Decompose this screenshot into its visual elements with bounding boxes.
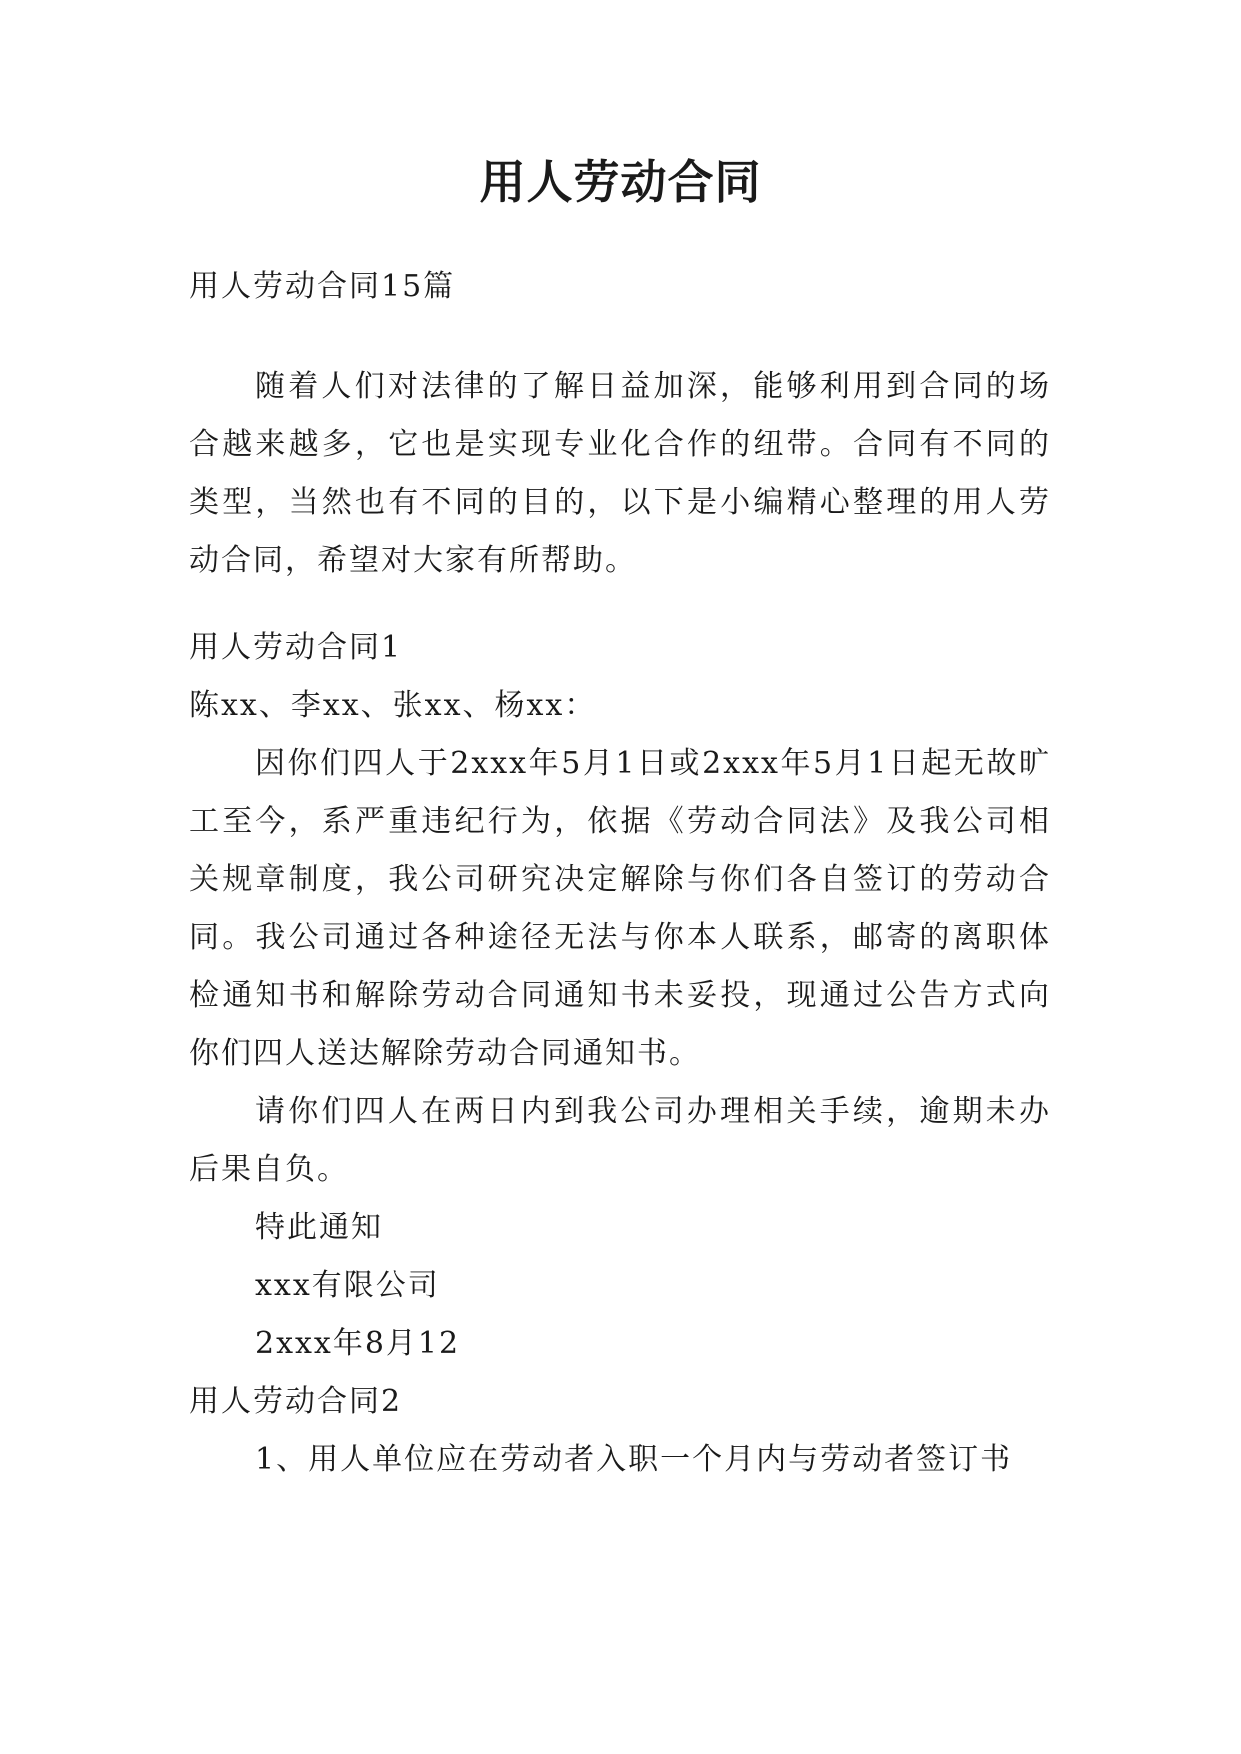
section-2-paragraph-1: 1、用人单位应在劳动者入职一个月内与劳动者签订书: [255, 1442, 1013, 1477]
section-1-paragraph-2: 请你们四人在两日内到我公司办理相关手续，逾期未办后果自负。: [189, 1094, 1051, 1187]
section-1-heading: 用人劳动合同1: [189, 630, 403, 665]
intro-paragraph: 随着人们对法律的了解日益加深，能够利用到合同的场合越来越多，它也是实现专业化合作的纽带。合同有不同的类型，当然也有不同的目的，以下是小编精心整理的用人劳动合同，希望对大家有所帮助。: [189, 369, 1051, 578]
section-2-heading: 用人劳动合同2: [189, 1384, 403, 1419]
section-1-salutation: 陈xx、李xx、张xx、杨xx：: [189, 688, 597, 723]
section-1-company: xxx有限公司: [255, 1268, 440, 1303]
section-1-date: 2xxx年8月12: [255, 1326, 461, 1361]
intro-block: [189, 358, 1051, 590]
document-title: 用人劳动合同: [479, 155, 762, 209]
document-subtitle: 用人劳动合同15篇: [189, 269, 456, 304]
document-subtitle-block: [189, 258, 1051, 316]
section-1-paragraph-1: 因你们四人于2xxx年5月1日或2xxx年5月1日起无故旷工至今，系严重违纪行为，依据《劳动合同法》及我公司相关规章制度，我公司研究决定解除与你们各自签订的劳动合同。我公司通过各种途径无法与你本人联系，邮寄的离职体检通知书和解除劳动合同通知书未妥投，现通过公告方式向你们四人送达解除劳动合同通知书。: [189, 746, 1051, 1071]
section-1: [189, 619, 1051, 1489]
section-1-notice: 特此通知: [255, 1210, 383, 1245]
